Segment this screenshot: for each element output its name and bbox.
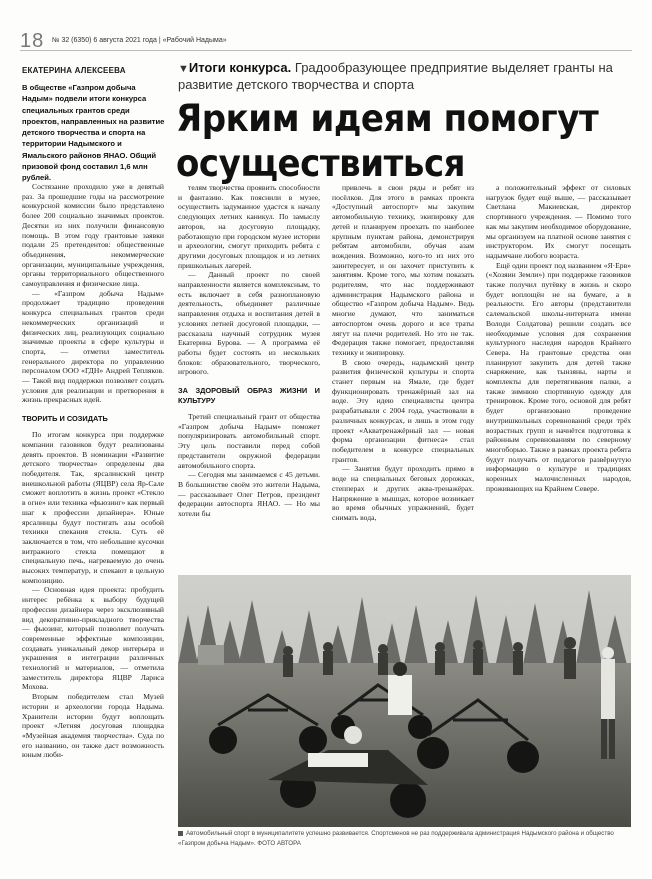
paragraph: Вторым победителем стал Музей истории и археологии города Надыма. Хранители истории будут воплощать проект «Летняя досуговая площадка «Музейная академия творчества». Суда по его названию, он также даст возможность юным люби- (22, 692, 164, 760)
paragraph: — Основная идея проекта: пробудить интерес ребёнка к выбору будущей профессии дизайнера через эксклюзивный вид декоративно-прикладного творчества — фьюзинг, который позволяет получать современные эффектные композиции, создавать уникальный декор интерьера и украшения в интеграции различных технологий и материалов, — отметила заместитель директора ЯЦВР Лариса Мохова. (22, 585, 164, 692)
photo-caption (178, 829, 631, 849)
text-column-2 (178, 183, 320, 563)
paragraph: Состязание проходило уже в девятый раз. За прошедшие годы на рассмотрение конкурсной комиссии было представлено более 200 социально значимых проектов. Десятки из них получили финансовую помощь. В этом году грантовые заявки подали 25 претендентов: общественные объединения, некоммерческие организации, муниципальные учреждения, органы территориального общественного самоуправления и физические лица. (22, 182, 164, 289)
headline: Ярким идеям помогут осуществиться (176, 97, 599, 185)
issue-meta: № 32 (6350) 6 августа 2021 года | «Рабочий Надыма» (52, 37, 227, 44)
article-photo (178, 575, 631, 827)
triangle-down-icon: ▼ (178, 63, 189, 75)
paragraph: привлечь в свои ряды и ребят из посёлков. Для этого в рамках проекта «Доступный автоспорт» мы закупим автомобильную технику, экипировку для детей и планируем проехать по наиболее крупным пунктам района, демонстрируя ребятам автомобили, обучая азам вождения. Возможно, кого-то из них это заинтересует, и он захочет приступить к занятиям. Кроме того, мы хотим показать родителям, что нас поддерживают администрация Надымского района и общество «Газпром добыча Надым». Ведь многие думают, что заниматься автоспортом очень дорого и все траты лягут на плечи родителей. Но это не так. Федерация также помогает, предоставляя технику и экипировку. (332, 183, 474, 357)
paragraph: — Занятия будут проходить прямо в воде на специальных беговых дорожках, степперах и других аква-тренажёрах. Напряжение в мышцах, которое возникает во время обычных упражнений, будет снимать вода, (332, 464, 474, 522)
page-number: 18 (20, 30, 45, 52)
paragraph: — Сегодня мы занимаемся с 45 детьми. В большинстве своём это жители Надыма, — рассказывает Олег Петров, президент федерации автоспорта ЯНАО. — Но мы хотели бы (178, 470, 320, 519)
article-lead: В обществе «Газпром добыча Надым» подвели итоги конкурса специальных грантов среди проектов, направленных на развитие детского творчества и спорта на территории Надымского и Ямальского районов ЯНАО. Общий призовой фонд составил 1,6 млн рублей. (22, 83, 165, 183)
paragraph: телям творчества проявить способности и фантазию. Как пояснили в музее, осуществить задуманное удастся к началу следующих летних каникул. По замыслу авторов, на досуговую площадку, работающую при городском музее истории и археологии, смогут приходить ребята с другими досуговых площадок и из летних пришкольных лагерей. (178, 183, 320, 270)
photo-karting-event (178, 575, 631, 827)
caption-square-icon (178, 831, 183, 836)
kicker-text: Градообразующее предприятие выделяет гранты на развитие детского творчества и спорта (178, 60, 613, 92)
subhead: ЗА ЗДОРОВЫЙ ОБРАЗ ЖИЗНИ И КУЛЬТУРУ (178, 386, 320, 406)
text-column-3 (332, 183, 474, 563)
header-divider (20, 50, 632, 51)
text-column-4 (486, 183, 631, 573)
paragraph: Третий специальный грант от общества «Газпром добыча Надым» поможет популяризировать автомобильный спорт. Эту цель поставили перед собой представители окружной федерации автомобильного спорта. (178, 412, 320, 470)
kicker-title: Итоги конкурса. (188, 60, 292, 75)
paragraph: а положительный эффект от силовых нагрузок будет ещё выше, — рассказывает Светлана Макиевская, директор спортивного учреждения. — Помимо того как мы закупим необходимое оборудование, мы организуем на платной основе занятия с инструктором. Их смогут посещать надымчане любого возраста. (486, 183, 631, 260)
paragraph: По итогам конкурса при поддержке компании газовиков будут реализованы девять проектов. В номинации «Развитие детского творчества» определены два победителя. Так, ярсалинский центр внешкольной работы (ЯЦВР) села Яр-Сале сможет воплотить в жизнь проект «Стекло в огне» или техника «фьюзинг» как первый шаг к профессии дизайнера». Юные ярсалинцы будут постигать азы особой техники спекания стекла. Суть её заключается в том, что небольшие кусочки витражного стекла помещают в специальную печь, нагреваемую до очень высоких температур, и спекают в цельную композицию. (22, 430, 164, 585)
paragraph: — Данный проект по своей направленности является комплексным, то есть включает в себя разноплановую деятельность, объединяет различные направления отдыха и воспитания детей в условиях летней досуговой площадки, — рассказала научный сотрудник музея Екатерина Бурова. — А программа её работы будет состоять из нескольких блоков: образовательного, творческого, игрового. (178, 270, 320, 377)
paragraph: Ещё один проект под названием «Я·Ерв» («Хозяин Земли») при поддержке газовиков также получил путёвку в жизнь и скоро будет воплощён не на бумаге, а в реальности. Его авторы (представители салемальской школы-интерната имени Володи Солдатова) решили создать все необходимые условия для сохранения культурного наследия народов Крайнего Севера. На грантовые средства они планируют закупить для детей также снаряжение, как тынзяны, нарты и комплекты для перетягивания палки, а также зимнюю спортивную одежду для тренировок. Кроме того, основой для ребят будет организовано проведение внутришкольных соревнований среди трёх возрастных групп и начнётся подготовка к районным соревнованиям по северному многоборью. Также в рамках проекта ребята будут получать от педагогов развёрнутую информацию о культуре и традициях коренных малочисленных народов, проживающих на Крайнем Севере. (486, 260, 631, 493)
paragraph: — «Газпром добыча Надым» продолжает традицию проведения конкурса специальных грантов среди некоммерческих организаций и физических лиц, реализующих социально значимые проекты в сфере культуры и спорта, — отметил заместитель генерального директора по управлению персоналом ООО «ГДН» Андрей Тепляков. — Такой вид поддержки позволяет создать условия для реализации и претворения в жизнь прекрасных идей. (22, 288, 164, 405)
text-column-1 (22, 182, 164, 837)
paragraph: В свою очередь, надымский центр развития физической культуры и спорта станет первым на Ямале, где будет функционировать тренажёрный зал на воде. Эту идею специалисты центра разрабатывали с 2004 года, участвовали в различных конкурсах, и лишь в этом году проект «Акватренажёрный зал — новая форма организации фитнеса» стал победителем в конкурсе специальных грантов. (332, 357, 474, 464)
article-kicker (178, 60, 633, 92)
caption-text: Автомобильный спорт в муниципалитете успешно развивается. Спортсменов не раз поддерживала администрация Надымского района и общество «Газпром добыча Надым». ФОТО АВТОРА (178, 830, 614, 847)
author-byline: ЕКАТЕРИНА АЛЕКСЕЕВА (22, 66, 126, 75)
subhead: ТВОРИТЬ И СОЗИДАТЬ (22, 414, 108, 424)
